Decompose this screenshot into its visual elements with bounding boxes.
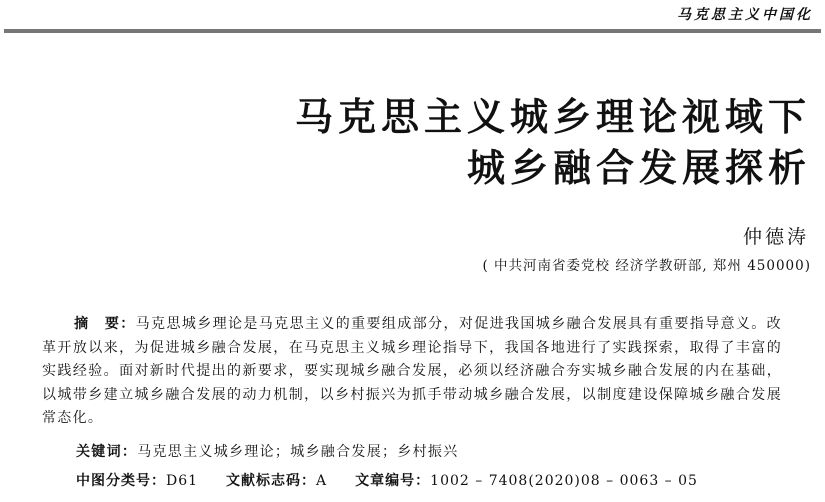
article-no-label: 文章编号：: [355, 473, 431, 489]
abstract-text: 马克思城乡理论是马克思主义的重要组成部分，对促进我国城乡融合发展具有重要指导意义。改革开放以来，为促进城乡融合发展，在马克思主义城乡理论指导下，我国各地进行了实践探索，取得了丰富的实践经验。面对新时代提出的新要求，要实现城乡融合发展，必须以经济融合夯实城乡融合发展的内在基础，以城带乡建立城乡融合发展的动力机制，以乡村振兴为抓手带动城乡融合发展，以制度建设保障城乡融合发展常态化。: [42, 316, 782, 426]
abstract: [42, 313, 782, 431]
author-affiliation: ( 中共河南省委党校 经济学教研部, 郑州 450000): [482, 258, 811, 274]
clc-value: D61: [166, 473, 199, 489]
keywords: [76, 445, 459, 459]
doc-code-label: 文献标志码：: [226, 473, 317, 489]
article-title-line-2: 城乡融合发展探析: [466, 146, 811, 190]
classification-row: [76, 474, 698, 488]
article-title-line-1: 马克思主义城乡理论视域下: [294, 95, 811, 139]
keywords-text: 马克思主义城乡理论；城乡融合发展；乡村振兴: [137, 444, 459, 460]
journal-name: 马克思主义中国化: [677, 7, 813, 23]
clc-label: 中图分类号：: [76, 473, 166, 489]
header-rule: [4, 29, 821, 33]
abstract-label: 摘 要：: [74, 316, 136, 332]
author-name: 仲德涛: [742, 226, 809, 248]
doc-code-value: A: [316, 473, 328, 489]
keywords-label: 关键词：: [76, 444, 138, 460]
article-no-value: 1002 – 7408(2020)08 – 0063 – 05: [430, 473, 698, 489]
